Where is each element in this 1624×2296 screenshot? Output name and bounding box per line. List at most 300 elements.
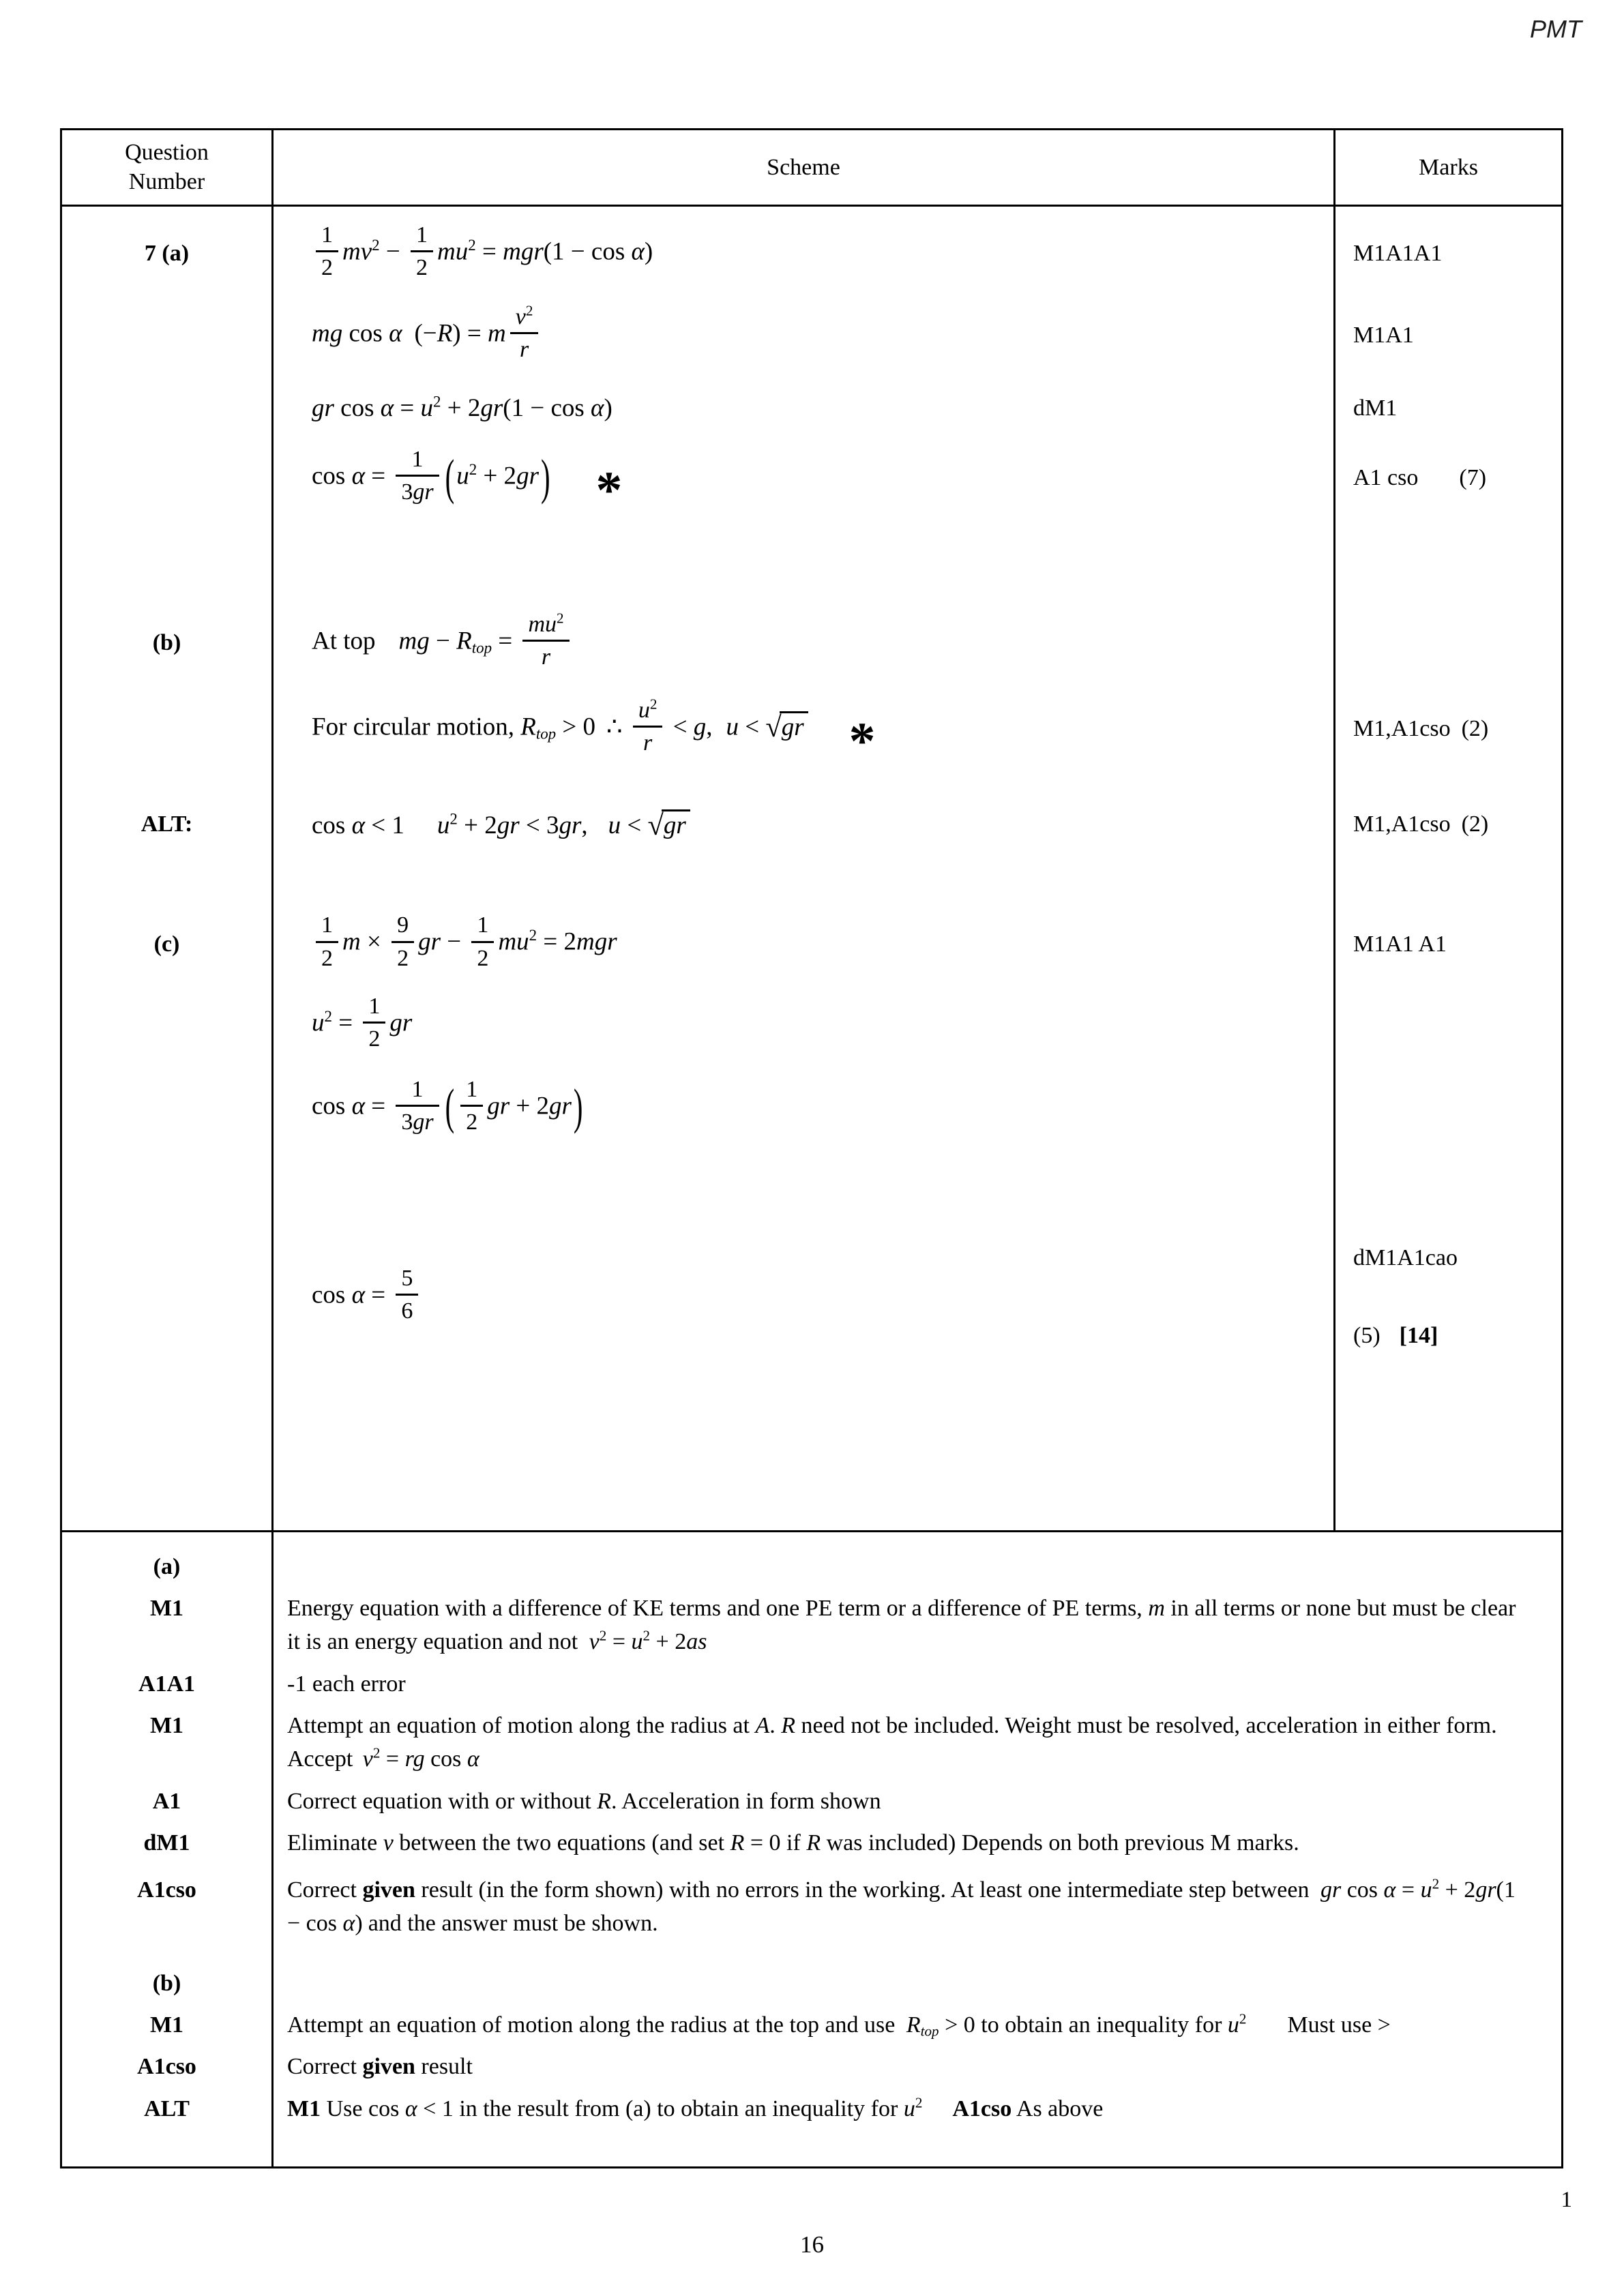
denominator <box>396 1296 418 1323</box>
marks-cell <box>1333 1058 1561 1142</box>
math-variable: gr <box>413 1109 434 1135</box>
note-body-cell <box>274 1703 1561 1779</box>
numerator <box>392 914 414 942</box>
note-body-cell <box>274 1943 1561 2003</box>
subscript <box>921 2023 939 2039</box>
question-label-cell <box>62 207 274 287</box>
note-body-cell <box>274 1662 1561 1703</box>
math-text: Accept <box>287 1746 359 1772</box>
math-text: + 2 <box>441 394 481 423</box>
note-text <box>287 1830 1299 1855</box>
denominator <box>522 642 569 669</box>
math-variable: gr <box>487 1092 510 1120</box>
math-text: − <box>429 627 457 655</box>
numerator <box>633 696 663 728</box>
note-label: (b) <box>152 1970 181 1996</box>
denominator <box>392 943 414 970</box>
math-variable: r <box>643 730 653 756</box>
math-text: 2 <box>466 1109 478 1135</box>
marks-cell <box>1333 848 1561 977</box>
numerator <box>411 224 433 252</box>
math-text: 2 <box>324 1007 332 1025</box>
fraction <box>411 224 433 280</box>
note-row-a-m1 <box>62 1586 1561 1662</box>
math-text: For circular motion, <box>312 713 521 741</box>
math-text: cos <box>312 1281 352 1309</box>
math-text: 1 <box>411 447 424 473</box>
fraction <box>510 302 539 363</box>
note-body-cell <box>274 1779 1561 1821</box>
math-text: dM1 <box>1353 395 1398 421</box>
note-label-cell <box>62 1862 274 1943</box>
math-text: 2 <box>321 945 334 971</box>
math-variable: α <box>631 237 645 266</box>
superscript <box>433 393 441 410</box>
math-variable: mu <box>498 928 529 956</box>
math-text: = <box>606 1629 632 1655</box>
fraction <box>471 914 494 970</box>
note-body-cell <box>274 2087 1561 2166</box>
math-text: M1A1A1 <box>1353 241 1443 267</box>
superscript <box>469 461 477 478</box>
denominator <box>411 252 433 280</box>
math-text: < <box>621 811 648 840</box>
note-row-b-m1 <box>62 2003 1561 2044</box>
math-text: (1 − cos <box>543 237 632 266</box>
math-text: dM1A1cao <box>1353 1244 1458 1270</box>
denominator <box>363 1024 385 1051</box>
marks-cell <box>1333 287 1561 369</box>
math-text: -1 each error <box>287 1671 406 1697</box>
math-variable: α <box>351 1281 365 1309</box>
math-text: 1 <box>411 1076 424 1102</box>
math-text: At top <box>312 627 376 655</box>
math-variable: A <box>755 1712 770 1738</box>
note-label-cell <box>62 2087 274 2166</box>
scheme-row-7c-2 <box>62 978 1561 1058</box>
math-text: 2 <box>557 610 564 627</box>
note-label: M1 <box>149 2012 184 2038</box>
math-variable: α <box>467 1746 479 1772</box>
math-text: 1 <box>321 912 334 938</box>
equation <box>312 222 653 282</box>
math-variable: gr <box>663 811 686 840</box>
numerator <box>316 914 338 942</box>
note-label: M1 <box>149 1712 184 1738</box>
marks-value <box>1353 931 1447 957</box>
marks-value <box>1353 241 1442 267</box>
question-label-cell <box>62 762 274 848</box>
scheme-row-7b-2 <box>62 676 1561 771</box>
marks-value <box>1353 1245 1458 1271</box>
math-text: = <box>331 1009 359 1037</box>
fraction <box>396 1078 439 1134</box>
superscript <box>600 1628 607 1644</box>
math-text: cos <box>342 319 389 348</box>
math-variable: v <box>589 1629 600 1655</box>
radicand <box>780 711 808 741</box>
question-label-cell <box>62 428 274 513</box>
marks-cell <box>1333 978 1561 1058</box>
math-text: . Acceleration in form shown <box>610 1788 881 1814</box>
numerator <box>510 302 539 334</box>
fraction <box>633 696 663 756</box>
note-body-cell <box>274 1821 1561 1862</box>
scheme-row-7b-alt <box>62 762 1561 848</box>
note-body-cell <box>274 1532 1561 1586</box>
math-text: cos <box>424 1746 467 1772</box>
note-text <box>287 1713 1511 1772</box>
note-row-a-dm1 <box>62 1821 1561 1862</box>
math-text: = <box>394 394 421 423</box>
marks-total <box>1353 1323 1458 1349</box>
superscript <box>643 1628 651 1644</box>
math-variable: r <box>519 337 529 363</box>
math-text: need not be included. Weight must be resolved, acceleration in either form. <box>795 1712 1497 1738</box>
fraction <box>316 914 338 970</box>
math-text: (− <box>414 319 437 348</box>
math-variable: gr <box>559 811 582 840</box>
math-variable: g <box>693 713 707 741</box>
math-text: 1 <box>466 1076 478 1102</box>
math-text: Correct equation with or without <box>287 1788 597 1814</box>
bold-text: A1cso <box>952 2096 1012 2121</box>
denominator <box>316 252 338 280</box>
math-text: < 1 in the result from (a) to obtain an inequality for <box>417 2096 904 2121</box>
note-label: A1A1 <box>138 1671 196 1697</box>
math-text: + 2 <box>510 1092 550 1120</box>
math-text: 2 <box>643 1627 651 1644</box>
marks-cell <box>1333 428 1561 513</box>
math-text: − <box>379 237 407 266</box>
fraction <box>460 1078 483 1134</box>
math-variable: top <box>535 725 557 743</box>
bold-text: given <box>362 2054 415 2080</box>
math-variable: u <box>1227 2012 1239 2038</box>
header-marks-label: Marks <box>1419 154 1478 180</box>
math-text: , <box>706 713 713 741</box>
scheme-row-7a-4 <box>62 428 1561 520</box>
math-text: ∴ <box>606 713 629 741</box>
math-text: Energy equation with a difference of KE terms and one PE term or a difference of PE terms, <box>287 1596 1149 1622</box>
math-text: 2 <box>1432 1875 1440 1892</box>
equation <box>312 302 542 363</box>
scheme-cell <box>274 1058 1333 1142</box>
bold-text: M1 <box>287 2096 321 2121</box>
math-text: (1 − cos <box>503 394 591 423</box>
math-text: < 1 <box>365 811 404 840</box>
superscript <box>650 696 658 713</box>
math-variable: mg <box>312 319 343 348</box>
numerator <box>471 914 494 942</box>
square-root <box>647 809 690 842</box>
numerator <box>396 1078 439 1107</box>
math-text: = <box>365 1092 392 1120</box>
math-text: A1 cso <box>1353 465 1419 491</box>
equation <box>312 610 574 671</box>
header-scheme-cell <box>274 130 1333 207</box>
question-label-cell <box>62 978 274 1058</box>
math-text: M1,A1cso <box>1353 811 1451 837</box>
big-paren: ) <box>540 449 550 505</box>
math-text: < <box>739 713 766 741</box>
math-variable: R <box>597 1788 611 1814</box>
math-variable: R <box>906 2012 921 2038</box>
math-text: ) <box>644 237 653 266</box>
note-row-a <box>62 1532 1561 1586</box>
scheme-row-7c-4 <box>62 1142 1561 1530</box>
math-text: + 2 <box>457 811 497 840</box>
math-variable: u <box>456 462 469 490</box>
note-text <box>287 1596 1516 1654</box>
math-variable: R <box>437 319 453 348</box>
superscript <box>372 237 379 254</box>
equation <box>312 1265 422 1325</box>
math-variable: R <box>730 1830 745 1855</box>
math-text: 1 <box>416 222 428 248</box>
numerator <box>363 995 385 1024</box>
radical-icon: √ <box>647 809 664 842</box>
marks-cell <box>1333 369 1561 428</box>
math-variable: m <box>1148 1596 1165 1622</box>
math-text: 2 <box>649 696 658 713</box>
notes-section <box>62 1530 1561 2166</box>
math-text: 2 <box>599 1627 607 1644</box>
math-text: Eliminate <box>287 1830 383 1855</box>
note-row-a-a1 <box>62 1779 1561 1821</box>
scheme-row-7c-3 <box>62 1058 1561 1142</box>
scheme-cell <box>274 428 1333 520</box>
math-text: Attempt an equation of motion along the radius at <box>287 1712 756 1738</box>
note-row-a-a1cso <box>62 1862 1561 1943</box>
note-label: M1 <box>149 1596 184 1622</box>
big-paren: ( <box>445 449 455 505</box>
math-text: 2 <box>372 1744 381 1761</box>
note-row-b-a1cso <box>62 2044 1561 2086</box>
marks-value <box>1353 716 1488 742</box>
numerator <box>316 224 338 252</box>
math-text: (2) <box>1461 811 1489 837</box>
math-variable: R <box>520 713 536 741</box>
math-text: + 2 <box>1439 1877 1476 1903</box>
scheme-row-7b-1 <box>62 513 1561 676</box>
note-label-cell <box>62 1943 274 2003</box>
scheme-row-7a-1 <box>62 207 1561 287</box>
math-text: Correct <box>287 2054 363 2080</box>
math-variable: u <box>608 811 621 840</box>
math-variable: mv <box>342 237 372 266</box>
math-variable: u <box>420 394 434 423</box>
math-text: result <box>415 2054 473 2080</box>
radicand <box>662 809 690 839</box>
radical-icon: √ <box>765 711 782 743</box>
note-text <box>287 2012 1391 2038</box>
math-variable: u <box>312 1009 325 1037</box>
note-row-a-m1b <box>62 1703 1561 1779</box>
denominator <box>471 943 494 970</box>
math-text: 1 <box>368 993 381 1019</box>
big-paren: ( <box>445 1079 455 1135</box>
header-question-line1: Question <box>125 140 209 165</box>
note-text <box>287 1671 406 1697</box>
math-variable: m <box>342 928 361 956</box>
math-variable: mg <box>398 627 430 655</box>
note-label: dM1 <box>143 1830 190 1855</box>
math-text: = 0 if <box>744 1830 807 1855</box>
math-text: 2 <box>416 255 428 281</box>
math-variable: v <box>515 304 526 330</box>
math-text: (7) <box>1459 465 1487 491</box>
math-variable: α <box>342 1911 355 1937</box>
math-variable: gr <box>497 811 520 840</box>
math-text: 2 <box>915 2093 923 2111</box>
header-question-line2: Number <box>128 168 205 194</box>
math-variable: u <box>903 2096 915 2121</box>
math-text: = <box>380 1746 405 1772</box>
note-label-cell <box>62 1821 274 1862</box>
math-text: in all terms or none but must be clear it is an energy equation and not <box>287 1596 1516 1655</box>
math-text: > 0 to obtain an inequality for <box>939 2012 1228 2038</box>
question-label: ALT: <box>141 811 193 837</box>
math-text: = 2 <box>537 928 577 956</box>
math-text: cos <box>334 394 381 423</box>
numerator <box>396 448 439 477</box>
superscript <box>373 1745 381 1761</box>
equation <box>312 807 690 841</box>
math-variable: gr <box>516 462 539 490</box>
question-label: 7 (a) <box>144 241 190 267</box>
math-text: and the answer must be shown. <box>368 1911 658 1937</box>
note-body-cell <box>274 1862 1561 1943</box>
question-label-cell <box>62 848 274 977</box>
math-text: 6 <box>401 1298 413 1324</box>
math-variable: mu <box>528 612 557 638</box>
superscript <box>529 927 537 944</box>
note-body-cell <box>274 2044 1561 2086</box>
square-root <box>765 713 808 741</box>
math-text: = <box>475 237 503 266</box>
superscript <box>526 302 533 318</box>
note-label-cell <box>62 1532 274 1586</box>
superscript <box>325 1007 332 1024</box>
superscript <box>557 610 564 627</box>
math-text: Must use > <box>1287 2012 1391 2038</box>
math-variable: gr <box>1320 1877 1342 1903</box>
note-label-cell <box>62 2044 274 2086</box>
scheme-cell <box>274 848 1333 977</box>
asterisk-marker: * <box>595 460 623 520</box>
math-text: 1 <box>321 222 334 248</box>
math-text: As above <box>1012 2096 1104 2121</box>
denominator <box>633 728 663 755</box>
equation <box>312 912 617 972</box>
math-variable: v <box>362 1746 373 1772</box>
equation <box>312 393 612 423</box>
math-variable: gr <box>781 713 804 741</box>
math-text: between the two equations (and set <box>393 1830 730 1855</box>
math-text: < <box>666 713 694 741</box>
math-variable: gr <box>480 394 503 423</box>
math-variable: R <box>806 1830 821 1855</box>
denominator <box>396 477 439 504</box>
math-text: 2 <box>469 460 477 478</box>
note-text <box>287 2093 1104 2121</box>
header-marks-cell <box>1333 130 1561 207</box>
note-row-b-alt <box>62 2087 1561 2166</box>
math-text: cos <box>312 462 352 490</box>
math-variable: top <box>920 2023 939 2040</box>
note-label: A1 <box>152 1788 181 1814</box>
scheme-row-7a-2 <box>62 287 1561 369</box>
math-variable: α <box>351 811 365 840</box>
scheme-cell <box>274 513 1333 676</box>
math-text: 2 <box>433 393 441 411</box>
superscript <box>915 2094 923 2111</box>
math-text: Use <box>321 2096 368 2121</box>
numerator <box>396 1267 418 1296</box>
superscript <box>1239 2010 1247 2027</box>
math-text: 2 <box>477 945 489 971</box>
marks-value <box>1353 465 1486 491</box>
fraction <box>392 914 414 970</box>
scheme-cell <box>274 978 1333 1058</box>
math-text: ) <box>604 394 612 423</box>
math-text: Attempt an equation of motion along the radius at the top and use <box>287 2012 901 2038</box>
math-variable: r <box>541 644 551 670</box>
math-text: > 0 <box>556 713 596 741</box>
math-text: Correct <box>287 1877 363 1903</box>
math-text: 2 <box>321 255 334 281</box>
question-label: (b) <box>152 630 181 656</box>
numerator <box>460 1078 483 1107</box>
fraction <box>396 448 439 504</box>
note-label-cell <box>62 1779 274 1821</box>
superscript <box>468 237 475 254</box>
question-label-cell <box>62 676 274 762</box>
math-text: 3 <box>401 1109 413 1135</box>
math-text: = <box>492 627 519 655</box>
math-text: 3 <box>401 479 413 505</box>
math-text: 2 <box>1239 2010 1247 2027</box>
note-text <box>287 1789 881 1814</box>
math-variable: u <box>726 713 739 741</box>
note-row-b <box>62 1943 1561 2003</box>
math-text: = <box>1396 1877 1421 1903</box>
scheme-cell <box>274 1142 1333 1530</box>
note-label-cell <box>62 1586 274 1662</box>
note-body-cell <box>274 1586 1561 1662</box>
question-label-cell <box>62 287 274 369</box>
mark-scheme-table <box>60 128 1563 2168</box>
scheme-cell <box>274 207 1333 287</box>
scheme-row-7c-1 <box>62 848 1561 977</box>
math-variable: gr <box>312 394 334 423</box>
fraction <box>522 610 569 670</box>
math-variable: R <box>456 627 472 655</box>
math-variable: α <box>389 319 402 348</box>
math-text: 2 <box>525 302 533 319</box>
math-variable: u <box>638 698 650 724</box>
math-text: 2 <box>372 236 380 254</box>
note-text <box>287 1877 1516 1936</box>
marks-cell <box>1333 1142 1561 1530</box>
math-variable: gr <box>413 479 434 505</box>
math-text: (5) <box>1353 1322 1381 1348</box>
note-label-cell <box>62 1662 274 1703</box>
math-text: M1,A1cso <box>1353 716 1451 742</box>
question-label: (c) <box>153 931 180 957</box>
header-question-cell <box>62 130 274 207</box>
